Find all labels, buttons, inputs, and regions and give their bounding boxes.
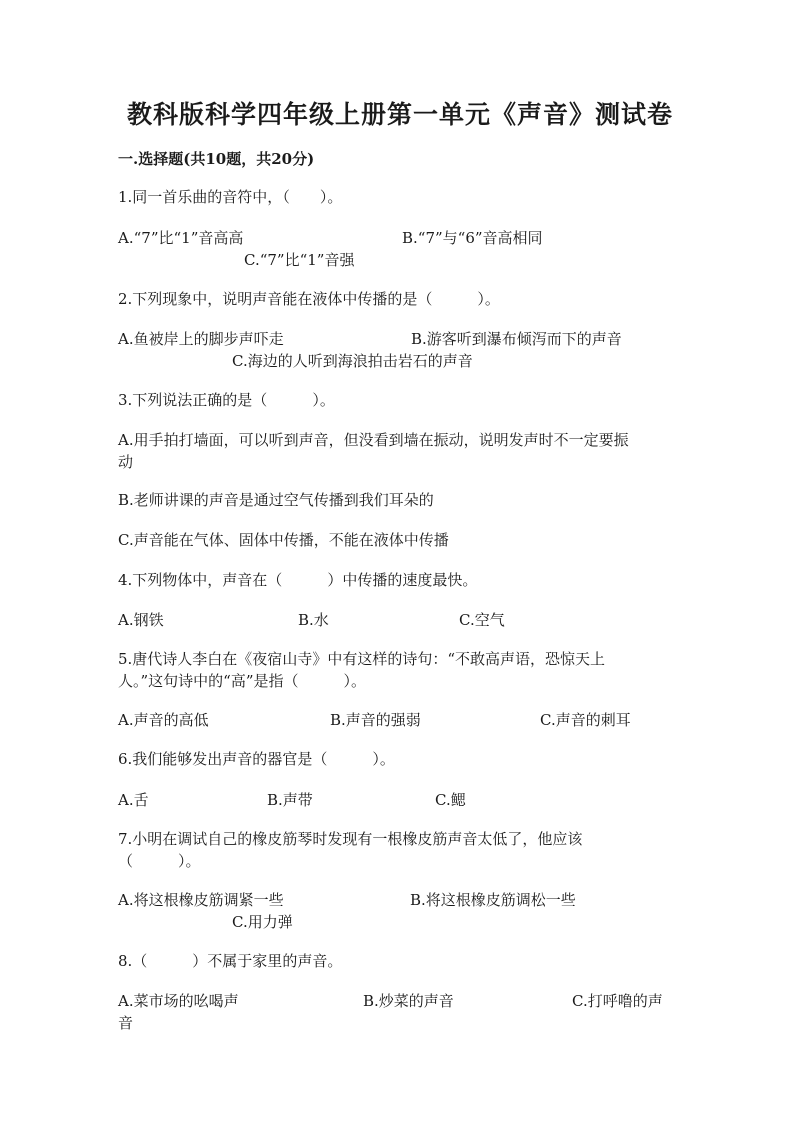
q8-option-b: B.炒菜的声音 (363, 992, 454, 1010)
q2-option-a: A.鱼被岸上的脚步声吓走 (118, 330, 284, 348)
question-3-stem: 3.下列说法正确的是（ ）。 (118, 391, 335, 409)
q1-option-b: B.“7”与“6”音高相同 (402, 229, 543, 247)
q2-option-c: C.海边的人听到海浪拍击岩石的声音 (232, 352, 473, 370)
q6-option-c: C.鳃 (435, 791, 466, 809)
question-7-stem-continued: （ ）。 (118, 852, 201, 870)
q4-option-c: C.空气 (459, 611, 505, 629)
q3-option-a: A.用手拍打墙面，可以听到声音，但没看到墙在振动，说明发声时不一定要振 (118, 431, 629, 449)
question-6-stem: 6.我们能够发出声音的器官是（ ）。 (118, 750, 395, 768)
section-heading: 一.选择题(共10题，共20分) (118, 150, 315, 168)
question-2-stem: 2.下列现象中，说明声音能在液体中传播的是（ ）。 (118, 290, 500, 308)
q8-option-c-continued: 音 (118, 1014, 134, 1032)
q1-option-a: A.“7”比“1”音高高 (118, 229, 244, 247)
question-5-stem-continued: 人。”这句诗中的“高”是指（ ）。 (118, 672, 367, 690)
q5-option-a: A.声音的高低 (118, 711, 209, 729)
question-8-stem: 8.（ ）不属于家里的声音。 (118, 952, 343, 970)
q5-option-c: C.声音的刺耳 (540, 711, 631, 729)
q7-option-c: C.用力弹 (232, 913, 293, 931)
q4-option-b: B.水 (298, 611, 329, 629)
page-title: 教科版科学四年级上册第一单元《声音》测试卷 (126, 100, 673, 129)
q8-option-c: C.打呼噜的声 (572, 992, 663, 1010)
q1-option-c: C.“7”比“1”音强 (244, 251, 355, 269)
q3-option-c: C.声音能在气体、固体中传播，不能在液体中传播 (118, 531, 449, 549)
q5-option-b: B.声音的强弱 (330, 711, 421, 729)
q8-option-a: A.菜市场的吆喝声 (118, 992, 239, 1010)
question-4-stem: 4.下列物体中，声音在（ ）中传播的速度最快。 (118, 571, 478, 589)
q3-option-a-continued: 动 (118, 453, 134, 471)
q6-option-b: B.声带 (267, 791, 313, 809)
question-5-stem: 5.唐代诗人李白在《夜宿山寺》中有这样的诗句：“不敢高声语，恐惊天上 (118, 650, 605, 668)
q6-option-a: A.舌 (118, 791, 149, 809)
q7-option-a: A.将这根橡皮筋调紧一些 (118, 891, 284, 909)
question-1-stem: 1.同一首乐曲的音符中，（ ）。 (118, 188, 343, 206)
question-7-stem: 7.小明在调试自己的橡皮筋琴时发现有一根橡皮筋声音太低了，他应该 (118, 830, 583, 848)
q2-option-b: B.游客听到瀑布倾泻而下的声音 (411, 330, 622, 348)
q7-option-b: B.将这根橡皮筋调松一些 (410, 891, 576, 909)
q3-option-b: B.老师讲课的声音是通过空气传播到我们耳朵的 (118, 491, 434, 509)
q4-option-a: A.钢铁 (118, 611, 164, 629)
